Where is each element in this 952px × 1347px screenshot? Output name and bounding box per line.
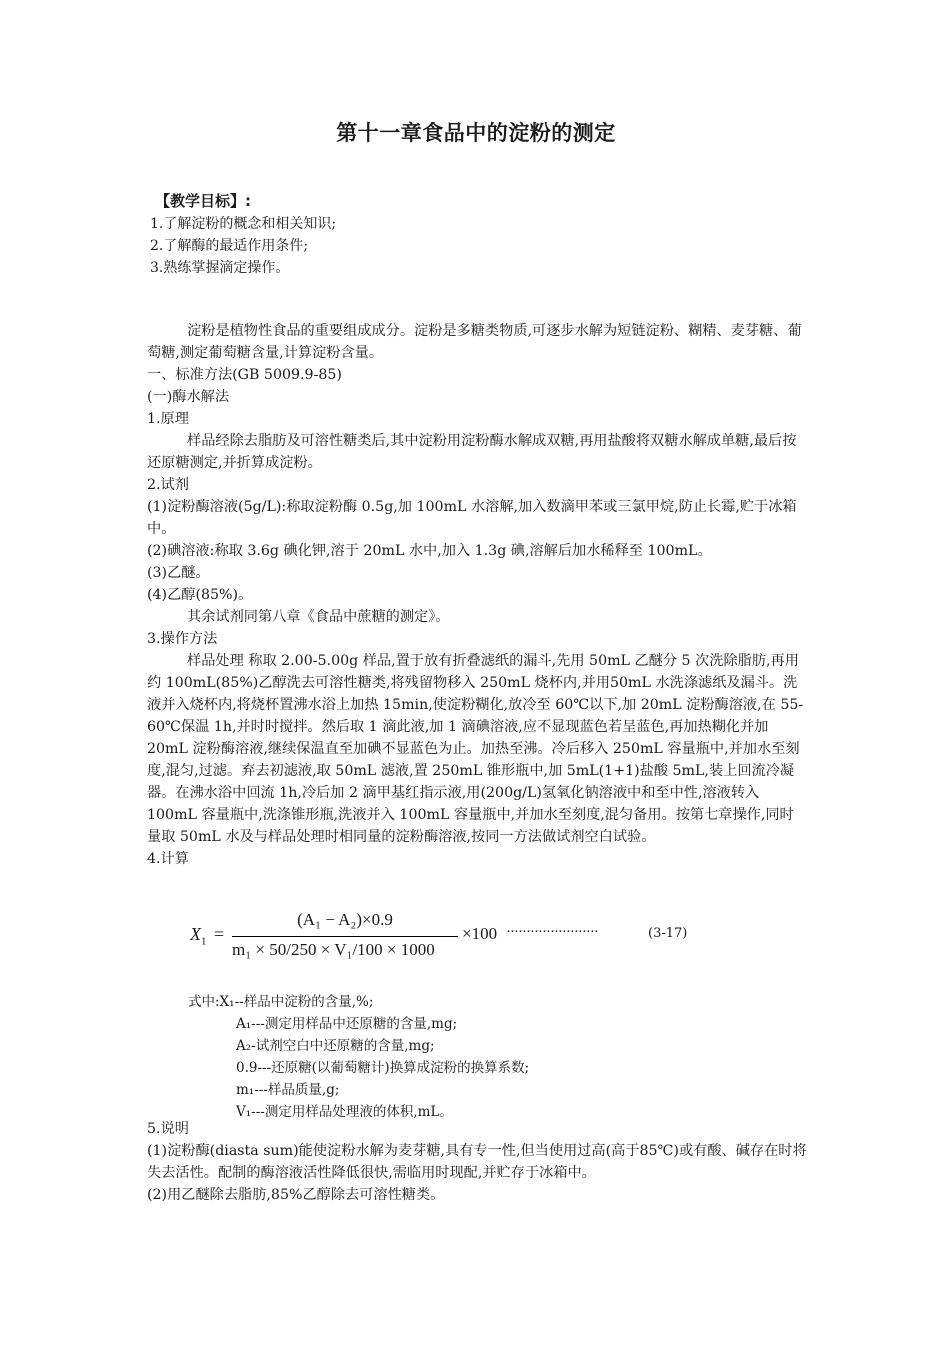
legend-line: A₁---测定用样品中还原糖的含量,mg; bbox=[236, 1016, 458, 1032]
legend-line: 0.9---还原糖(以葡萄糖计)换算成淀粉的换算系数; bbox=[236, 1060, 530, 1076]
note-item: (1)淀粉酶(diasta sum)能使淀粉水解为麦芽糖,具有专一性,但当使用过高(高于85℃)或有酸、碱存在时将失去活性。配制的酶溶液活性降低很快,需临用时现配,并贮存于冰箱中。 bbox=[147, 1143, 807, 1181]
reagent-item: (1)淀粉酶溶液(5g/L):称取淀粉酶 0.5g,加 100mL 水溶解,加入数滴甲苯或三氯甲烷,防止长霉,贮于冰箱中。 bbox=[147, 499, 797, 537]
principle-heading: 1.原理 bbox=[147, 411, 189, 427]
legend-line: A₂-试剂空白中还原糖的含量,mg; bbox=[236, 1038, 435, 1054]
legend-line: 式中:X₁--样品中淀粉的含量,%; bbox=[188, 994, 374, 1010]
intro-paragraph: 淀粉是植物性食品的重要组成成分。淀粉是多糖类物质,可逐步水解为短链淀粉、糊精、麦芽糖、葡萄糖,测定葡萄糖含量,计算淀粉含量。 bbox=[147, 323, 802, 361]
reagent-item: (2)碘溶液:称取 3.6g 碘化钾,溶于 20mL 水中,加入 1.3g 碘,溶解后加水稀释至 100mL。 bbox=[147, 543, 712, 559]
principle-text: 样品经除去脂肪及可溶性糖类后,其中淀粉用淀粉酶水解成双糖,再用盐酸将双糖水解成单糖,最后按还原糖测定,并折算成淀粉。 bbox=[147, 433, 797, 471]
subsection-heading: (一)酶水解法 bbox=[147, 389, 230, 405]
notes-section bbox=[147, 1118, 807, 1206]
reagents-heading: 2.试剂 bbox=[147, 477, 189, 493]
formula-multiplier: ×100 bbox=[462, 924, 498, 943]
equation-number: (3-17) bbox=[648, 926, 688, 941]
reagent-note: 其余试剂同第八章《食品中蔗糖的测定》。 bbox=[187, 609, 450, 625]
fraction-line bbox=[232, 936, 458, 937]
objective-item: 1.了解淀粉的概念和相关知识; bbox=[150, 216, 337, 232]
objective-item: 2.了解酶的最适作用条件; bbox=[150, 238, 309, 254]
formula-leader-dots: ······················· bbox=[506, 924, 598, 940]
objective-item: 3.熟练掌握滴定操作。 bbox=[150, 260, 290, 276]
note-item: (2)用乙醚除去脂肪,85%乙醇除去可溶性糖类。 bbox=[147, 1187, 445, 1203]
main-body bbox=[147, 320, 807, 870]
legend-line: V₁---测定用样品处理液的体积,mL。 bbox=[236, 1104, 453, 1120]
section-heading: 一、标准方法(GB 5009.9-85) bbox=[147, 367, 342, 383]
reagent-item: (4)乙醇(85%)。 bbox=[147, 587, 253, 603]
notes-heading: 5.说明 bbox=[147, 1121, 189, 1137]
starch-formula bbox=[188, 910, 708, 986]
reagent-item: (3)乙醚。 bbox=[147, 565, 210, 581]
procedure-text: 样品处理 称取 2.00-5.00g 样品,置于放有折叠滤纸的漏斗,先用 50mL 乙醚分 5 次洗除脂肪,再用约 100mL(85%)乙醇洗去可溶性糖类,将残留物移入 250mL 烧杯内,并用50mL 水洗涤滤纸及漏斗。洗液并入烧杯内,将烧杯置沸水浴上加热 15min,使淀粉糊化,放冷至 60℃以下,加 20mL 淀粉酶溶液,在 55-60℃保温 1h,并时时搅拌。然后取 1 滴此液,加 1 滴碘溶液,应不显现蓝色若呈蓝色,再加热糊化并加 20mL 淀粉酶溶液,继续保温直至加碘不显蓝色为止。加热至沸。冷后移入 250mL 容量瓶中,并加水至刻度,混匀,过滤。弃去初滤液,取 50mL 滤液,置 250mL 锥形瓶中,加 5mL(1+1)盐酸 5mL,装上回流冷凝器。在沸水浴中回流 1h,冷后加 2 滴甲基红指示液,用(200g/L)氢氧化钠溶液中和至中性,溶液转入 100mL 容量瓶中,洗涤锥形瓶,洗液并入 100mL 容量瓶中,并加水至刻度,混匀备用。按第七章操作,同时量取 50mL 水及与样品处理时相同量的淀粉酶溶液,按同一方法做试剂空白试验。 bbox=[147, 653, 804, 845]
formula-lhs: $X_1$ bbox=[190, 924, 207, 948]
formula-numerator: (A₁ − A₂)×0.9 bbox=[297, 910, 393, 929]
objectives-heading: 【教学目标】: bbox=[155, 192, 251, 210]
legend-line: m₁---样品质量,g; bbox=[236, 1082, 340, 1098]
calculation-heading: 4.计算 bbox=[147, 851, 189, 867]
formula-denominator: m₁ × 50/250 × V₁/100 × 1000 bbox=[232, 940, 435, 959]
page-title: 第十一章食品中的淀粉的测定 bbox=[336, 121, 616, 145]
formula-equals: = bbox=[214, 924, 225, 944]
procedure-heading: 3.操作方法 bbox=[147, 631, 218, 647]
